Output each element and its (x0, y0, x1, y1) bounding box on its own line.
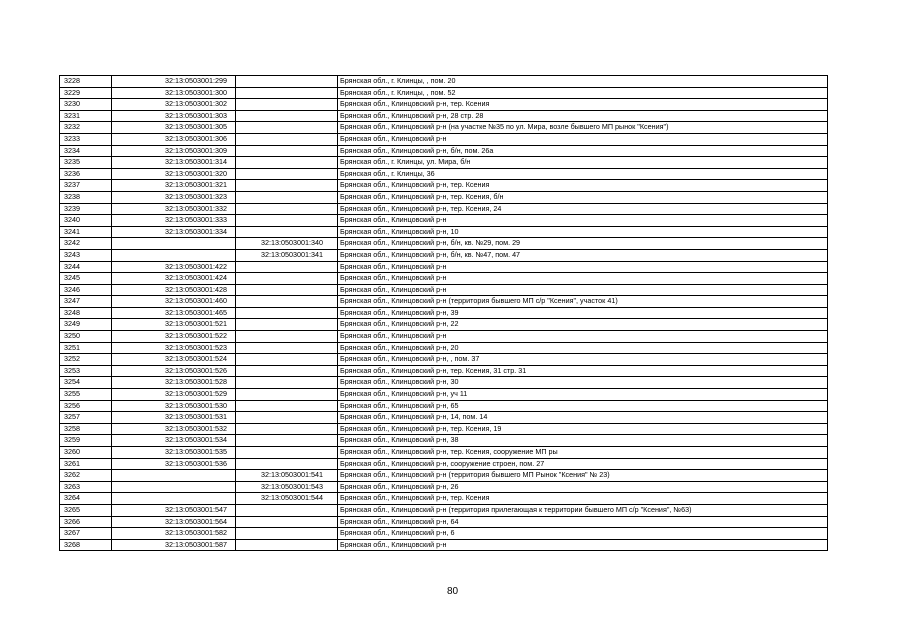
address-cell: Брянская обл., Клинцовский р-н (338, 284, 828, 296)
row-number-cell: 3232 (60, 122, 112, 134)
cadastral-number-alt-cell (236, 354, 338, 366)
table-row (60, 110, 828, 122)
address-cell: Брянская обл., Клинцовский р-н (территория прилегающая к территории бывшего МП с/р "Ксения", №63) (338, 504, 828, 516)
table-row (60, 99, 828, 111)
address-cell: Брянская обл., Клинцовский р-н, б/н, кв. №47, пом. 47 (338, 249, 828, 261)
table-row (60, 180, 828, 192)
address-cell: Брянская обл., Клинцовский р-н, , пом. 37 (338, 354, 828, 366)
address-cell: Брянская обл., Клинцовский р-н, тер. Ксения (338, 180, 828, 192)
cadastral-number-cell: 32:13:0503001:534 (112, 435, 236, 447)
cadastral-number-cell: 32:13:0503001:320 (112, 168, 236, 180)
address-cell: Брянская обл., Клинцовский р-н, 30 (338, 377, 828, 389)
table-row (60, 145, 828, 157)
cadastral-number-alt-cell (236, 76, 338, 88)
cadastral-number-cell (112, 470, 236, 482)
cadastral-number-alt-cell (236, 307, 338, 319)
cadastral-number-alt-cell (236, 203, 338, 215)
table-row (60, 307, 828, 319)
table-row (60, 238, 828, 250)
cadastral-number-alt-cell: 32:13:0503001:544 (236, 493, 338, 505)
cadastral-number-cell: 32:13:0503001:547 (112, 504, 236, 516)
cadastral-number-cell: 32:13:0503001:306 (112, 133, 236, 145)
cadastral-number-cell: 32:13:0503001:305 (112, 122, 236, 134)
cadastral-number-cell: 32:13:0503001:523 (112, 342, 236, 354)
cadastral-number-cell: 32:13:0503001:528 (112, 377, 236, 389)
cadastral-number-cell (112, 493, 236, 505)
table-row (60, 528, 828, 540)
cadastral-number-alt-cell (236, 296, 338, 308)
address-cell: Брянская обл., г. Клинцы, , пом. 20 (338, 76, 828, 88)
address-cell: Брянская обл., г. Клинцы, ул. Мира, б/н (338, 157, 828, 169)
table-row (60, 516, 828, 528)
cadastral-number-cell: 32:13:0503001:465 (112, 307, 236, 319)
cadastral-number-alt-cell (236, 400, 338, 412)
address-cell: Брянская обл., Клинцовский р-н (338, 215, 828, 227)
address-cell: Брянская обл., Клинцовский р-н (338, 261, 828, 273)
cadastral-number-cell: 32:13:0503001:582 (112, 528, 236, 540)
cadastral-number-cell: 32:13:0503001:564 (112, 516, 236, 528)
cadastral-number-alt-cell (236, 273, 338, 285)
cadastral-table (59, 75, 828, 551)
address-cell: Брянская обл., Клинцовский р-н, 38 (338, 435, 828, 447)
address-cell: Брянская обл., Клинцовский р-н (на участке №35 по ул. Мира, возле бывшего МП рынок "Ксения") (338, 122, 828, 134)
cadastral-number-cell: 32:13:0503001:536 (112, 458, 236, 470)
cadastral-number-alt-cell (236, 191, 338, 203)
cadastral-number-cell: 32:13:0503001:299 (112, 76, 236, 88)
table-row (60, 539, 828, 551)
cadastral-number-cell (112, 238, 236, 250)
table-row (60, 122, 828, 134)
row-number-cell: 3241 (60, 226, 112, 238)
table-body (60, 76, 828, 551)
table-row (60, 87, 828, 99)
cadastral-number-alt-cell (236, 87, 338, 99)
cadastral-number-alt-cell (236, 319, 338, 331)
row-number-cell: 3245 (60, 273, 112, 285)
row-number-cell: 3242 (60, 238, 112, 250)
cadastral-number-alt-cell (236, 435, 338, 447)
cadastral-number-alt-cell (236, 539, 338, 551)
row-number-cell: 3230 (60, 99, 112, 111)
cadastral-number-cell: 32:13:0503001:321 (112, 180, 236, 192)
table-row (60, 76, 828, 88)
row-number-cell: 3258 (60, 423, 112, 435)
row-number-cell: 3239 (60, 203, 112, 215)
cadastral-number-cell: 32:13:0503001:302 (112, 99, 236, 111)
address-cell: Брянская обл., Клинцовский р-н, 20 (338, 342, 828, 354)
table-row (60, 342, 828, 354)
cadastral-number-alt-cell (236, 110, 338, 122)
table-row (60, 168, 828, 180)
cadastral-number-alt-cell (236, 99, 338, 111)
row-number-cell: 3265 (60, 504, 112, 516)
address-cell: Брянская обл., Клинцовский р-н, 65 (338, 400, 828, 412)
address-cell: Брянская обл., Клинцовский р-н, тер. Ксения (338, 493, 828, 505)
row-number-cell: 3244 (60, 261, 112, 273)
row-number-cell: 3266 (60, 516, 112, 528)
table-row (60, 203, 828, 215)
cadastral-number-cell: 32:13:0503001:309 (112, 145, 236, 157)
cadastral-number-cell: 32:13:0503001:521 (112, 319, 236, 331)
table-row (60, 458, 828, 470)
cadastral-number-alt-cell (236, 504, 338, 516)
address-cell: Брянская обл., Клинцовский р-н, 39 (338, 307, 828, 319)
table-row (60, 284, 828, 296)
table-row (60, 331, 828, 343)
cadastral-number-alt-cell: 32:13:0503001:541 (236, 470, 338, 482)
address-cell: Брянская обл., Клинцовский р-н, тер. Ксения, 24 (338, 203, 828, 215)
row-number-cell: 3246 (60, 284, 112, 296)
cadastral-number-alt-cell (236, 180, 338, 192)
table-row (60, 191, 828, 203)
row-number-cell: 3238 (60, 191, 112, 203)
table-row (60, 215, 828, 227)
cadastral-number-cell: 32:13:0503001:460 (112, 296, 236, 308)
row-number-cell: 3236 (60, 168, 112, 180)
address-cell: Брянская обл., Клинцовский р-н (338, 133, 828, 145)
cadastral-number-alt-cell (236, 412, 338, 424)
table-row (60, 447, 828, 459)
page-number: 80 (446, 586, 459, 597)
cadastral-number-alt-cell (236, 516, 338, 528)
address-cell: Брянская обл., Клинцовский р-н, 64 (338, 516, 828, 528)
address-cell: Брянская обл., Клинцовский р-н, тер. Ксения (338, 99, 828, 111)
cadastral-number-cell (112, 249, 236, 261)
cadastral-number-alt-cell (236, 284, 338, 296)
address-cell: Брянская обл., Клинцовский р-н, 6 (338, 528, 828, 540)
cadastral-number-alt-cell (236, 215, 338, 227)
row-number-cell: 3260 (60, 447, 112, 459)
cadastral-number-alt-cell (236, 226, 338, 238)
row-number-cell: 3228 (60, 76, 112, 88)
table-row (60, 412, 828, 424)
row-number-cell: 3235 (60, 157, 112, 169)
address-cell: Брянская обл., Клинцовский р-н, уч 11 (338, 389, 828, 401)
cadastral-number-alt-cell (236, 528, 338, 540)
cadastral-number-cell: 32:13:0503001:323 (112, 191, 236, 203)
table-row (60, 296, 828, 308)
cadastral-number-alt-cell (236, 458, 338, 470)
table-row (60, 389, 828, 401)
cadastral-number-cell: 32:13:0503001:428 (112, 284, 236, 296)
row-number-cell: 3268 (60, 539, 112, 551)
cadastral-number-alt-cell: 32:13:0503001:340 (236, 238, 338, 250)
table-row (60, 365, 828, 377)
row-number-cell: 3233 (60, 133, 112, 145)
cadastral-number-cell: 32:13:0503001:587 (112, 539, 236, 551)
cadastral-number-cell: 32:13:0503001:300 (112, 87, 236, 99)
row-number-cell: 3243 (60, 249, 112, 261)
table-row (60, 133, 828, 145)
cadastral-number-cell: 32:13:0503001:526 (112, 365, 236, 377)
row-number-cell: 3256 (60, 400, 112, 412)
table-row (60, 354, 828, 366)
cadastral-number-cell: 32:13:0503001:422 (112, 261, 236, 273)
table-row (60, 226, 828, 238)
address-cell: Брянская обл., Клинцовский р-н, тер. Ксения, 19 (338, 423, 828, 435)
address-cell: Брянская обл., Клинцовский р-н (территория бывшего МП Рынок "Ксения" № 23) (338, 470, 828, 482)
row-number-cell: 3263 (60, 481, 112, 493)
cadastral-number-alt-cell (236, 377, 338, 389)
address-cell: Брянская обл., Клинцовский р-н, б/н, пом. 26а (338, 145, 828, 157)
cadastral-number-alt-cell: 32:13:0503001:341 (236, 249, 338, 261)
cadastral-number-cell: 32:13:0503001:333 (112, 215, 236, 227)
cadastral-number-cell: 32:13:0503001:524 (112, 354, 236, 366)
cadastral-number-cell: 32:13:0503001:531 (112, 412, 236, 424)
cadastral-number-alt-cell (236, 168, 338, 180)
table-row (60, 423, 828, 435)
address-cell: Брянская обл., Клинцовский р-н, б/н, кв. №29, пом. 29 (338, 238, 828, 250)
cadastral-number-alt-cell (236, 145, 338, 157)
table-row (60, 377, 828, 389)
address-cell: Брянская обл., Клинцовский р-н (338, 331, 828, 343)
row-number-cell: 3253 (60, 365, 112, 377)
address-cell: Брянская обл., Клинцовский р-н, тер. Ксения, 31 стр. 31 (338, 365, 828, 377)
cadastral-number-cell: 32:13:0503001:529 (112, 389, 236, 401)
cadastral-number-alt-cell: 32:13:0503001:543 (236, 481, 338, 493)
table-row (60, 435, 828, 447)
address-cell: Брянская обл., Клинцовский р-н, 28 стр. 28 (338, 110, 828, 122)
row-number-cell: 3261 (60, 458, 112, 470)
table-row (60, 319, 828, 331)
row-number-cell: 3237 (60, 180, 112, 192)
cadastral-number-cell: 32:13:0503001:314 (112, 157, 236, 169)
row-number-cell: 3251 (60, 342, 112, 354)
table-row (60, 481, 828, 493)
row-number-cell: 3250 (60, 331, 112, 343)
cadastral-number-cell: 32:13:0503001:522 (112, 331, 236, 343)
cadastral-number-alt-cell (236, 389, 338, 401)
cadastral-number-cell: 32:13:0503001:332 (112, 203, 236, 215)
cadastral-number-alt-cell (236, 261, 338, 273)
row-number-cell: 3231 (60, 110, 112, 122)
cadastral-number-alt-cell (236, 423, 338, 435)
address-cell: Брянская обл., Клинцовский р-н, тер. Ксения, сооружение МП ры (338, 447, 828, 459)
row-number-cell: 3247 (60, 296, 112, 308)
cadastral-number-alt-cell (236, 122, 338, 134)
table-row (60, 157, 828, 169)
address-cell: Брянская обл., Клинцовский р-н (территория бывшего МП с/р "Ксения", участок 41) (338, 296, 828, 308)
row-number-cell: 3234 (60, 145, 112, 157)
cadastral-number-cell: 32:13:0503001:424 (112, 273, 236, 285)
address-cell: Брянская обл., Клинцовский р-н, 26 (338, 481, 828, 493)
cadastral-number-alt-cell (236, 133, 338, 145)
address-cell: Брянская обл., Клинцовский р-н (338, 273, 828, 285)
address-cell: Брянская обл., Клинцовский р-н, 10 (338, 226, 828, 238)
table-row (60, 273, 828, 285)
row-number-cell: 3262 (60, 470, 112, 482)
row-number-cell: 3255 (60, 389, 112, 401)
row-number-cell: 3249 (60, 319, 112, 331)
cadastral-number-alt-cell (236, 447, 338, 459)
cadastral-number-cell: 32:13:0503001:303 (112, 110, 236, 122)
address-cell: Брянская обл., Клинцовский р-н, 14, пом. 14 (338, 412, 828, 424)
row-number-cell: 3257 (60, 412, 112, 424)
row-number-cell: 3229 (60, 87, 112, 99)
cadastral-number-cell: 32:13:0503001:532 (112, 423, 236, 435)
cadastral-number-alt-cell (236, 342, 338, 354)
cadastral-number-cell: 32:13:0503001:535 (112, 447, 236, 459)
table-row (60, 261, 828, 273)
row-number-cell: 3267 (60, 528, 112, 540)
row-number-cell: 3259 (60, 435, 112, 447)
address-cell: Брянская обл., Клинцовский р-н (338, 539, 828, 551)
row-number-cell: 3264 (60, 493, 112, 505)
cadastral-number-cell (112, 481, 236, 493)
cadastral-number-alt-cell (236, 157, 338, 169)
address-cell: Брянская обл., г. Клинцы, 36 (338, 168, 828, 180)
address-cell: Брянская обл., г. Клинцы, , пом. 52 (338, 87, 828, 99)
table-row (60, 470, 828, 482)
cadastral-number-cell: 32:13:0503001:530 (112, 400, 236, 412)
address-cell: Брянская обл., Клинцовский р-н, сооружение строен, пом. 27 (338, 458, 828, 470)
cadastral-number-cell: 32:13:0503001:334 (112, 226, 236, 238)
row-number-cell: 3240 (60, 215, 112, 227)
cadastral-number-alt-cell (236, 365, 338, 377)
table-row (60, 493, 828, 505)
row-number-cell: 3252 (60, 354, 112, 366)
cadastral-number-alt-cell (236, 331, 338, 343)
address-cell: Брянская обл., Клинцовский р-н, тер. Ксения, б/н (338, 191, 828, 203)
table-row (60, 400, 828, 412)
row-number-cell: 3254 (60, 377, 112, 389)
row-number-cell: 3248 (60, 307, 112, 319)
table-row (60, 249, 828, 261)
address-cell: Брянская обл., Клинцовский р-н, 22 (338, 319, 828, 331)
table-row (60, 504, 828, 516)
